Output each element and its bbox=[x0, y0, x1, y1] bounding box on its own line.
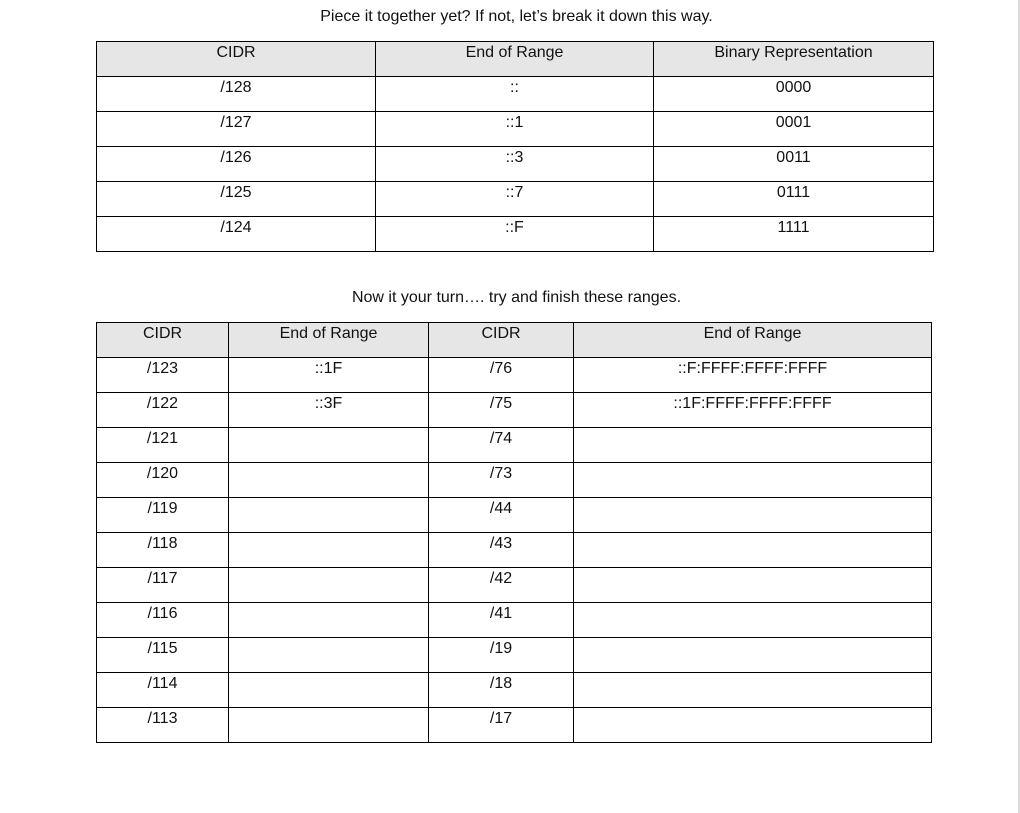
end-of-range-cell: ::F bbox=[376, 217, 654, 252]
header-cidr: CIDR bbox=[97, 42, 376, 77]
end-of-range-cell-right[interactable] bbox=[574, 463, 932, 498]
header-end-of-range-left: End of Range bbox=[229, 323, 429, 358]
cidr-cell-left: /113 bbox=[97, 708, 229, 743]
table-row bbox=[97, 498, 932, 533]
header-cidr-left: CIDR bbox=[97, 323, 229, 358]
table-header-row bbox=[97, 323, 932, 358]
table-row bbox=[97, 568, 932, 603]
end-of-range-cell-left[interactable] bbox=[229, 428, 429, 463]
table-row bbox=[97, 428, 932, 463]
end-of-range-cell: ::1 bbox=[376, 112, 654, 147]
intro-caption: Piece it together yet? If not, let’s break it down this way. bbox=[320, 8, 713, 25]
binary-cell: 1111 bbox=[654, 217, 934, 252]
cidr-cell-right: /18 bbox=[429, 673, 574, 708]
table-row bbox=[97, 463, 932, 498]
cidr-cell-left: /115 bbox=[97, 638, 229, 673]
cidr-cell: /126 bbox=[97, 147, 376, 182]
exercise-range-table bbox=[96, 322, 932, 743]
binary-cell: 0001 bbox=[654, 112, 934, 147]
cidr-cell-right: /44 bbox=[429, 498, 574, 533]
header-end-of-range: End of Range bbox=[376, 42, 654, 77]
end-of-range-cell-right[interactable] bbox=[574, 498, 932, 533]
header-binary-representation: Binary Representation bbox=[654, 42, 934, 77]
end-of-range-cell-left[interactable] bbox=[229, 673, 429, 708]
end-of-range-cell-left[interactable] bbox=[229, 603, 429, 638]
binary-cell: 0011 bbox=[654, 147, 934, 182]
end-of-range-cell-left[interactable] bbox=[229, 498, 429, 533]
cidr-cell-left: /121 bbox=[97, 428, 229, 463]
end-of-range-cell-right[interactable] bbox=[574, 673, 932, 708]
table-row bbox=[97, 77, 934, 112]
table-row bbox=[97, 358, 932, 393]
end-of-range-cell: ::3 bbox=[376, 147, 654, 182]
end-of-range-cell-left[interactable]: ::3F bbox=[229, 393, 429, 428]
table-row bbox=[97, 673, 932, 708]
end-of-range-cell-left[interactable] bbox=[229, 638, 429, 673]
table-row bbox=[97, 638, 932, 673]
cidr-cell-left: /116 bbox=[97, 603, 229, 638]
table-row bbox=[97, 147, 934, 182]
cidr-cell-right: /43 bbox=[429, 533, 574, 568]
cidr-cell-right: /42 bbox=[429, 568, 574, 603]
end-of-range-cell: :: bbox=[376, 77, 654, 112]
end-of-range-cell-left[interactable] bbox=[229, 533, 429, 568]
cidr-cell-right: /75 bbox=[429, 393, 574, 428]
cidr-cell-right: /17 bbox=[429, 708, 574, 743]
cidr-cell-left: /118 bbox=[97, 533, 229, 568]
cidr-cell: /128 bbox=[97, 77, 376, 112]
end-of-range-cell-right[interactable] bbox=[574, 533, 932, 568]
binary-range-table bbox=[96, 41, 934, 252]
cidr-cell-right: /74 bbox=[429, 428, 574, 463]
cidr-cell-left: /123 bbox=[97, 358, 229, 393]
end-of-range-cell-right[interactable] bbox=[574, 568, 932, 603]
exercise-caption: Now it your turn…. try and finish these ranges. bbox=[351, 289, 682, 306]
end-of-range-cell-right[interactable] bbox=[574, 708, 932, 743]
table-row bbox=[97, 603, 932, 638]
cidr-cell-left: /120 bbox=[97, 463, 229, 498]
binary-cell: 0000 bbox=[654, 77, 934, 112]
table-header-row bbox=[97, 42, 934, 77]
cidr-cell: /124 bbox=[97, 217, 376, 252]
end-of-range-cell-right[interactable]: ::F:FFFF:FFFF:FFFF bbox=[574, 358, 932, 393]
header-end-of-range-right: End of Range bbox=[574, 323, 932, 358]
cidr-cell-right: /19 bbox=[429, 638, 574, 673]
table-row bbox=[97, 112, 934, 147]
end-of-range-cell-left[interactable]: ::1F bbox=[229, 358, 429, 393]
table-row bbox=[97, 217, 934, 252]
end-of-range-cell: ::7 bbox=[376, 182, 654, 217]
cidr-cell-right: /76 bbox=[429, 358, 574, 393]
cidr-cell-left: /117 bbox=[97, 568, 229, 603]
table-row bbox=[97, 393, 932, 428]
cidr-cell-left: /119 bbox=[97, 498, 229, 533]
cidr-cell-right: /41 bbox=[429, 603, 574, 638]
binary-cell: 0111 bbox=[654, 182, 934, 217]
table-row bbox=[97, 182, 934, 217]
table-row bbox=[97, 708, 932, 743]
cidr-cell-left: /122 bbox=[97, 393, 229, 428]
end-of-range-cell-right[interactable] bbox=[574, 428, 932, 463]
end-of-range-cell-left[interactable] bbox=[229, 708, 429, 743]
end-of-range-cell-left[interactable] bbox=[229, 463, 429, 498]
end-of-range-cell-right[interactable] bbox=[574, 603, 932, 638]
cidr-cell: /127 bbox=[97, 112, 376, 147]
end-of-range-cell-right[interactable] bbox=[574, 638, 932, 673]
cidr-cell-left: /114 bbox=[97, 673, 229, 708]
table-row bbox=[97, 533, 932, 568]
header-cidr-right: CIDR bbox=[429, 323, 574, 358]
end-of-range-cell-right[interactable]: ::1F:FFFF:FFFF:FFFF bbox=[574, 393, 932, 428]
end-of-range-cell-left[interactable] bbox=[229, 568, 429, 603]
cidr-cell-right: /73 bbox=[429, 463, 574, 498]
cidr-cell: /125 bbox=[97, 182, 376, 217]
